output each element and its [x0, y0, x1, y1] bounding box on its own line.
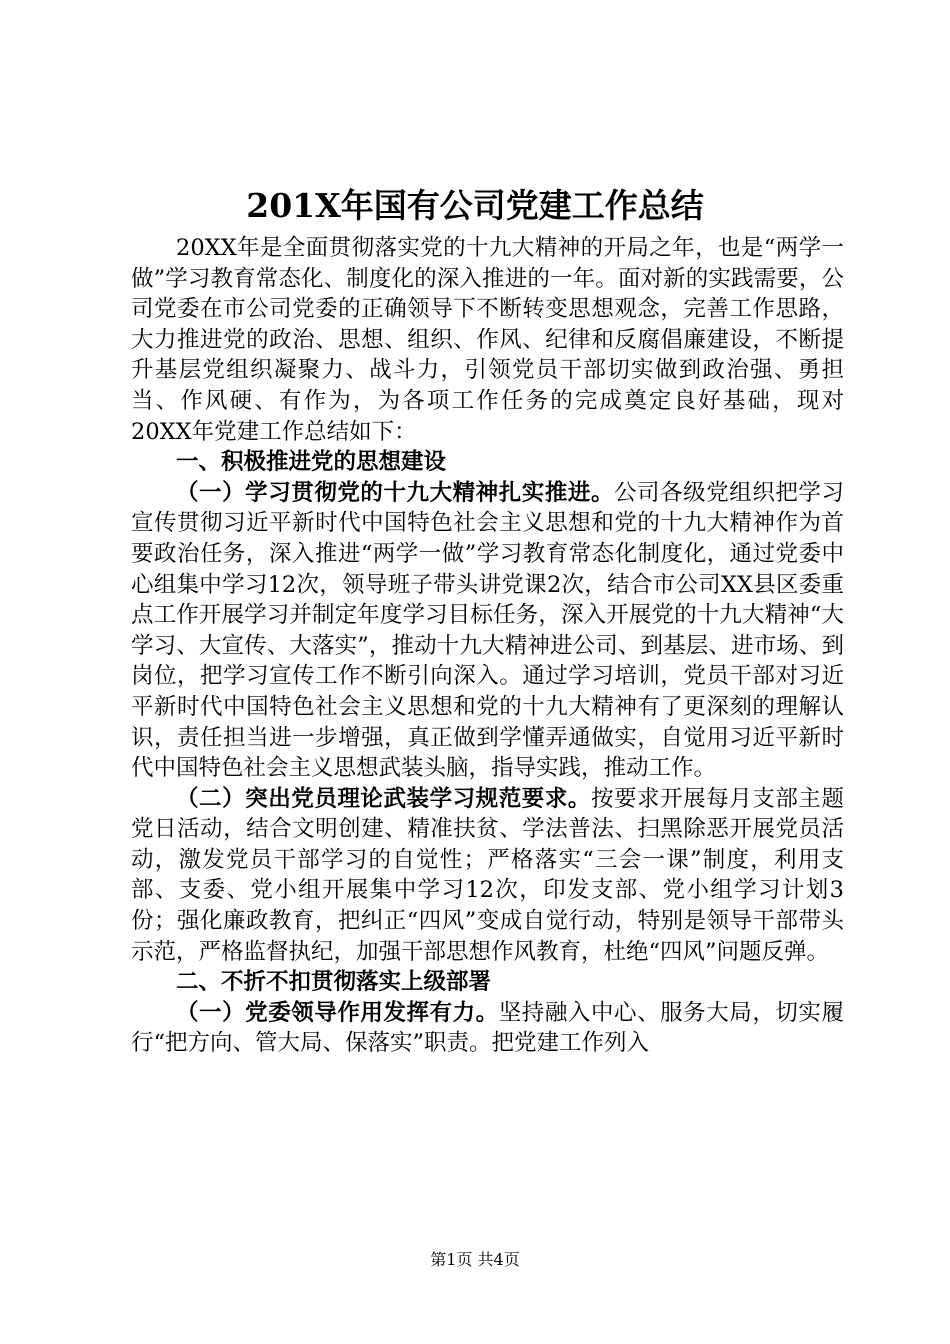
paragraph-3-body: 坚持融入中心、服务大局，切实履行“把方向、管大局、保落实”职责。把党建工作列入 [131, 999, 844, 1057]
section-heading-1: 一、积极推进党的思想建设 [176, 449, 447, 476]
document-body [131, 233, 844, 1059]
paragraph-1-body: 公司各级党组织把学习宣传贯彻习近平新时代中国特色社会主义思想和党的十九大精神作为首要政治任务，深入推进“两学一做”学习教育常态化制度化，通过党委中心组集中学习12次，领导班子带头讲党课2次，结合市公司XX县区委重点工作开展学习并制定年度学习目标任务，深入开展党的十九大精神“大学习、大宣传、大落实”，推动十九大精神进公司、到基层、进市场、到岗位，把学习宣传工作不断引向深入。通过学习培训，党员干部对习近平新时代中国特色社会主义思想和党的十九大精神有了更深刻的理解认识，责任担当进一步增强，真正做到学懂弄通做实，自觉用习近平新时代中国特色社会主义思想武装头脑，指导实践，推动工作。 [131, 479, 844, 782]
page-footer: 第1页 共4页 [430, 1250, 520, 1269]
document-title: 201X年国有公司党建工作总结 [246, 186, 704, 225]
paragraph-3 [131, 998, 844, 1059]
section-heading-2: 二、不折不扣贯彻落实上级部署 [176, 969, 492, 996]
paragraph-1 [131, 478, 844, 784]
intro-paragraph: 20XX年是全面贯彻落实党的十九大精神的开局之年，也是“两学一做”学习教育常态化、制度化的深入推进的一年。面对新的实践需要，公司党委在市公司党委的正确领导下不断转变思想观念，完善工作思路，大力推进党的政治、思想、组织、作风、纪律和反腐倡廉建设，不断提升基层党组织凝聚力、战斗力，引领党员干部切实做到政治强、勇担当、作风硬、有作为，为各项工作任务的完成奠定良好基础，现对20XX年党建工作总结如下： [131, 235, 844, 445]
paragraph-2-body: 按要求开展每月支部主题党日活动，结合文明创建、精准扶贫、学法普法、扫黑除恶开展党员活动，激发党员干部学习的自觉性；严格落实“三会一课”制度，利用支部、支委、党小组开展集中学习12次，印发支部、党小组学习计划3份；强化廉政教育，把纠正“四风”变成自觉行动，特别是领导干部带头示范，严格监督执纪，加强干部思想作风教育，杜绝“四风”问题反弹。 [131, 785, 844, 965]
paragraph-1-lead: （一）学习贯彻党的十九大精神扎实推进。 [176, 479, 614, 506]
paragraph-2 [131, 784, 844, 968]
paragraph-3-lead: （一）党委领导作用发挥有力。 [176, 999, 499, 1026]
paragraph-2-lead: （二）突出党员理论武装学习规范要求。 [176, 785, 591, 812]
